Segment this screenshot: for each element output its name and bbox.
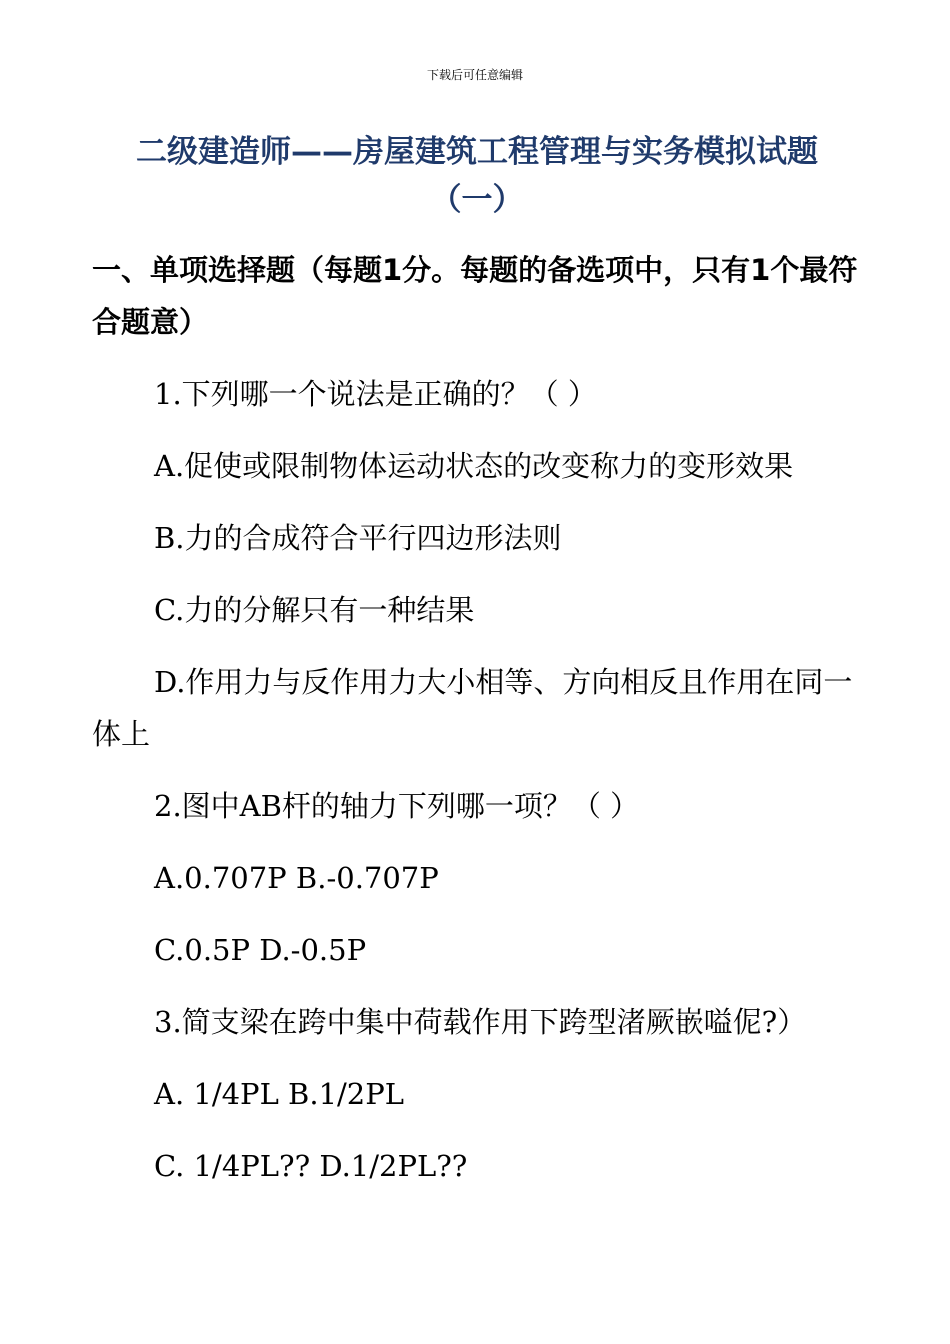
question-1-option-b: B.力的合成符合平行四边形法则 xyxy=(154,521,562,555)
title-line-2: （一） xyxy=(430,182,524,218)
question-2-stem: 2.图中AB杆的轴力下列哪一项？（ ） xyxy=(154,789,640,823)
question-2-options-cd: C.0.5P D.-0.5P xyxy=(154,933,367,967)
question-2-options-ab: A.0.707P B.-0.707P xyxy=(154,861,439,895)
question-1-option-a: A.促使或限制物体运动状态的改变称力的变形效果 xyxy=(154,449,794,483)
question-3-options-cd: C. 1/4PL?? D.1/2PL?? xyxy=(154,1149,468,1183)
question-1-option-d: D.作用力与反作用力大小相等、方向相反且作用在同一体上 xyxy=(92,665,853,751)
section-heading: 一、单项选择题（每题1分。每题的备选项中，只有1个最符合题意） xyxy=(92,253,858,339)
question-3-stem: 3.简支梁在跨中集中荷载作用下跨型渚厥嵌嗌伲?） xyxy=(154,1005,807,1039)
question-1-option-c: C.力的分解只有一种结果 xyxy=(154,593,475,627)
question-3-options-ab: A. 1/4PL B.1/2PL xyxy=(154,1077,405,1111)
question-1-stem: 1.下列哪一个说法是正确的？（ ） xyxy=(154,377,597,411)
header-note: 下载后可任意编辑 xyxy=(426,68,523,82)
document-body xyxy=(92,244,862,1212)
title-line-1: 二级建造师——房屋建筑工程管理与实务模拟试题 xyxy=(136,134,818,170)
document-title xyxy=(92,128,862,224)
